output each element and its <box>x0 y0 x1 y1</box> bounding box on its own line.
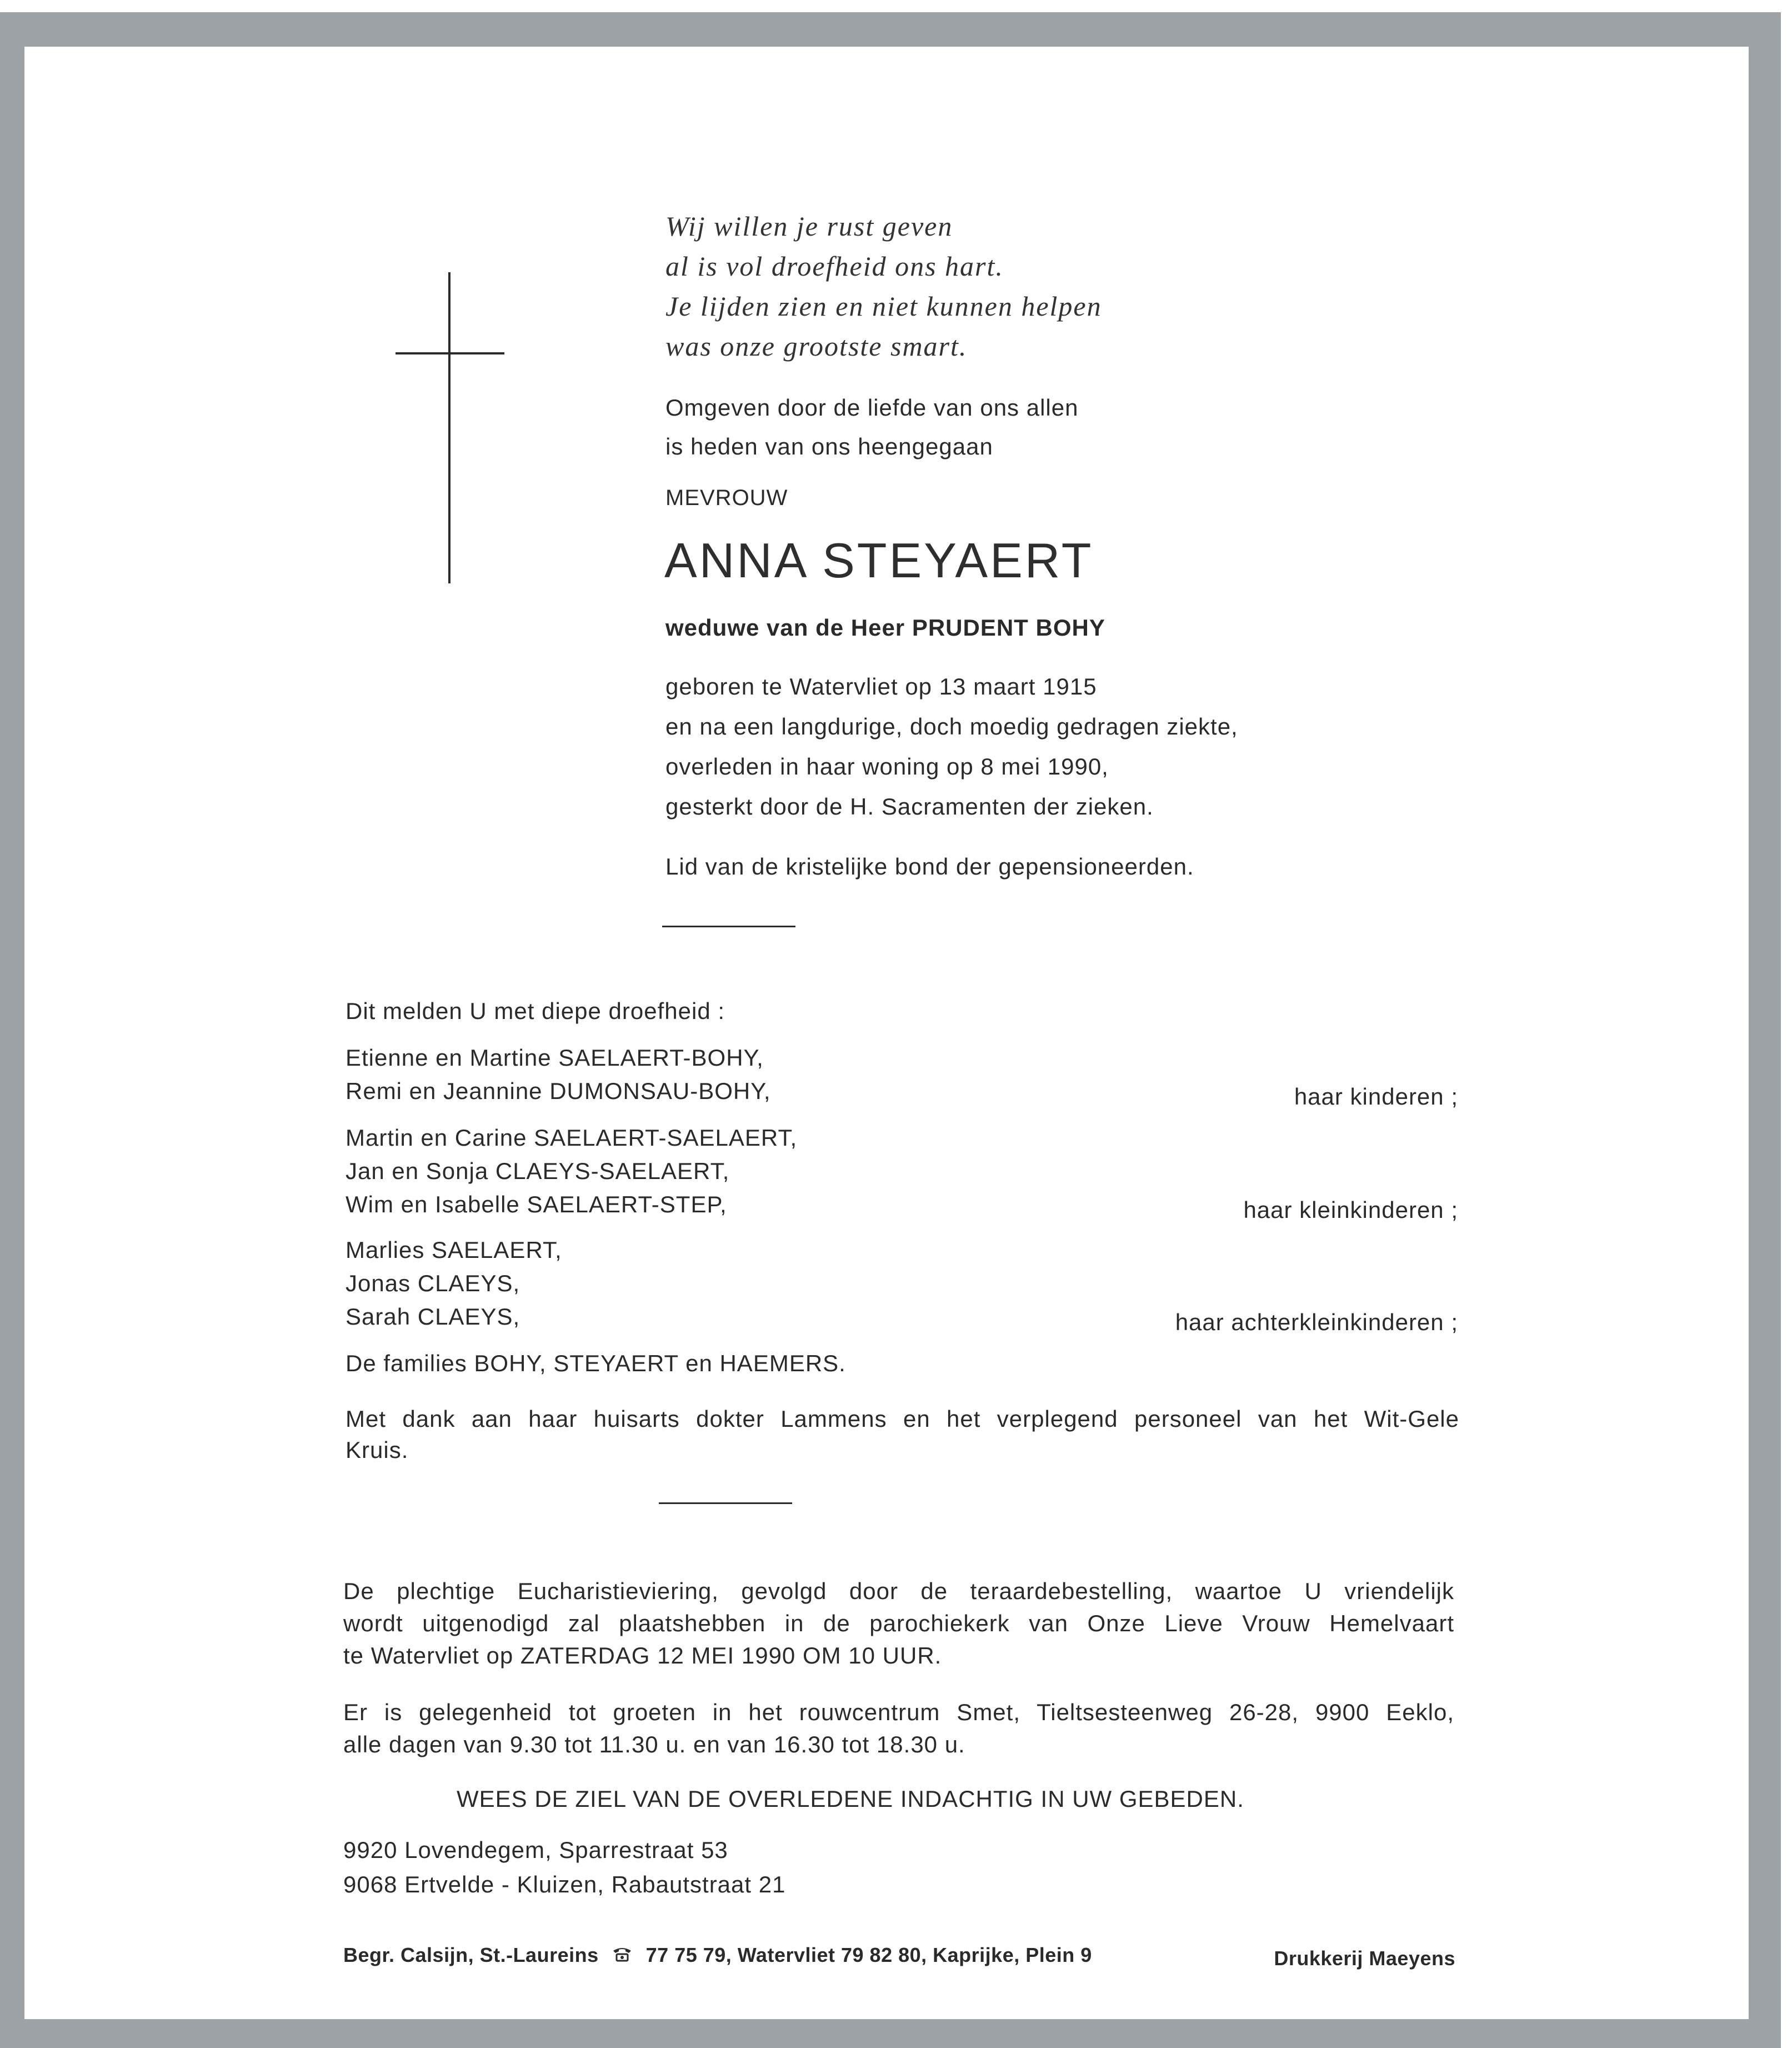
ceremony-line-1: De plechtige Eucharistieviering, gevolgd door de teraardebestelling, waartoe U vriendelijk <box>343 1578 1454 1604</box>
thanks-line-2: Kruis. <box>346 1437 409 1463</box>
deceased-name: ANNA STEYAERT <box>664 533 1094 588</box>
telephone-icon <box>611 1944 633 1967</box>
children-label: haar kinderen ; <box>1294 1083 1458 1110</box>
visit-line-2: alle dagen van 9.30 tot 11.30 u. en van 16.30 tot 18.30 u. <box>343 1731 965 1757</box>
intro-line-1: Omgeven door de liefde van ons allen <box>665 394 1079 421</box>
bio-line-3: overleden in haar woning op 8 mei 1990, <box>665 753 1109 780</box>
child-1: Etienne en Martine SAELAERT-BOHY, <box>346 1045 764 1071</box>
divider-2 <box>659 1502 792 1504</box>
ceremony-line-3: te Watervliet op ZATERDAG 12 MEI 1990 OM 10 UUR. <box>343 1642 942 1669</box>
visit-line-1: Er is gelegenheid tot groeten in het rouwcentrum Smet, Tieltsesteenweg 26-28, 9900 Eeklo, <box>343 1699 1454 1725</box>
address-2: 9068 Ertvelde - Kluizen, Rabautstraat 21 <box>343 1871 786 1897</box>
great-grandchild-3: Sarah CLAEYS, <box>346 1303 520 1330</box>
families-line: De families BOHY, STEYAERT en HAEMERS. <box>346 1350 846 1376</box>
divider-1 <box>662 926 795 927</box>
grandchild-2: Jan en Sonja CLAEYS-SAELAERT, <box>346 1158 730 1184</box>
cross-icon <box>389 267 511 589</box>
grandchild-3: Wim en Isabelle SAELAERT-STEP, <box>346 1191 727 1217</box>
poem-line-2: al is vol droefheid ons hart. <box>665 251 1004 282</box>
grandchildren-label: haar kleinkinderen ; <box>1243 1197 1458 1223</box>
announce-line: Dit melden U met diepe droefheid : <box>346 998 725 1024</box>
intro-line-2: is heden van ons heengegaan <box>665 433 993 459</box>
bio-line-4: gesterkt door de H. Sacramenten der zieken. <box>665 793 1154 820</box>
ceremony-line-2: wordt uitgenodigd zal plaatshebben in de parochiekerk van Onze Lieve Vrouw Hemelvaart <box>343 1610 1454 1636</box>
membership-line: Lid van de kristelijke bond der gepensioneerden. <box>665 853 1194 880</box>
title: MEVROUW <box>665 486 788 510</box>
thanks-line-1: Met dank aan haar huisarts dokter Lammens en het verplegend personeel van het Wit-Gele <box>346 1406 1459 1432</box>
child-2: Remi en Jeannine DUMONSAU-BOHY, <box>346 1078 771 1104</box>
poem-line-4: was onze grootste smart. <box>665 331 968 362</box>
footer-undertaker <box>343 1944 1092 1967</box>
bio-line-1: geboren te Watervliet op 13 maart 1915 <box>665 673 1097 700</box>
poem-line-1: Wij willen je rust geven <box>665 211 953 242</box>
great-grandchildren-label: haar achterkleinkinderen ; <box>1175 1309 1458 1335</box>
footer-printer: Drukkerij Maeyens <box>1274 1947 1455 1970</box>
poem-line-3: Je lijden zien en niet kunnen helpen <box>665 291 1102 322</box>
great-grandchild-2: Jonas CLAEYS, <box>346 1270 520 1296</box>
prayer-line: WEES DE ZIEL VAN DE OVERLEDENE INDACHTIG IN UW GEBEDEN. <box>457 1786 1244 1812</box>
great-grandchild-1: Marlies SAELAERT, <box>346 1237 562 1263</box>
grandchild-1: Martin en Carine SAELAERT-SAELAERT, <box>346 1125 798 1151</box>
undertaker-text-b: 77 75 79, Watervliet 79 82 80, Kaprijke, Plein 9 <box>645 1944 1092 1966</box>
undertaker-text-a: Begr. Calsijn, St.-Laureins <box>343 1944 599 1966</box>
address-1: 9920 Lovendegem, Sparrestraat 53 <box>343 1837 728 1863</box>
widow-line: weduwe van de Heer PRUDENT BOHY <box>665 615 1105 641</box>
bio-line-2: en na een langdurige, doch moedig gedragen ziekte, <box>665 713 1238 740</box>
